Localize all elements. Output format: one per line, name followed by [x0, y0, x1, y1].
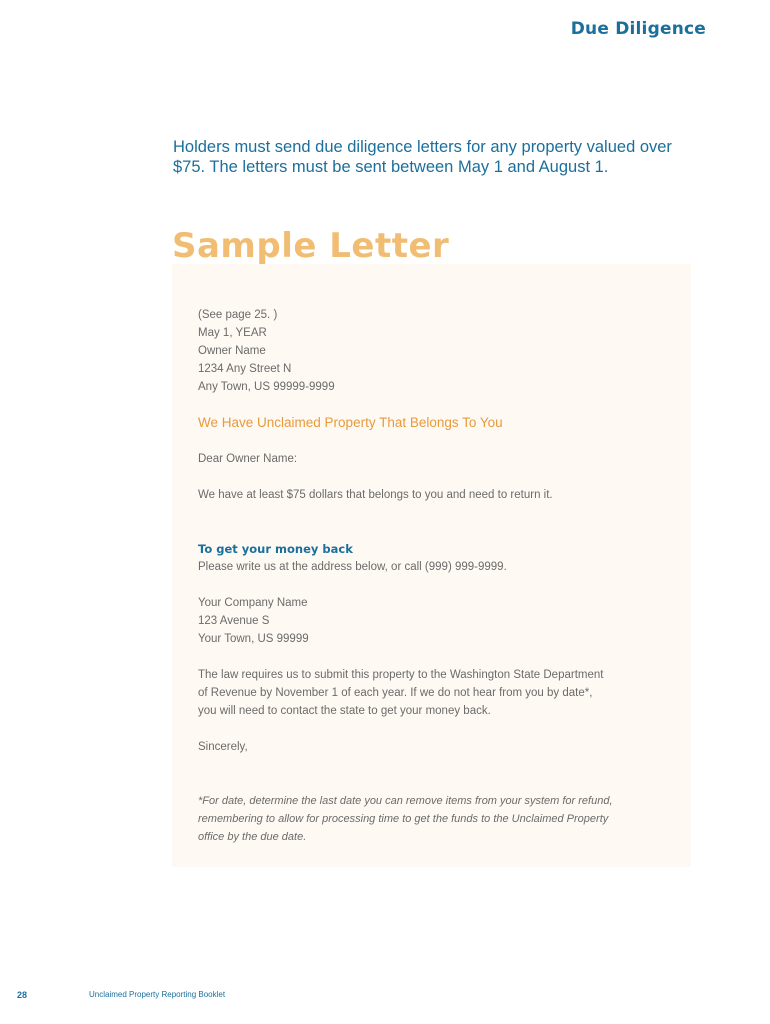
law-line-2: of Revenue by November 1 of each year. If we do not hear from you by date*,: [198, 687, 593, 699]
intro-paragraph: Holders must send due diligence letters for any property valued over $75. The letters must be sent between May 1 and August 1.: [173, 138, 672, 176]
letter-closing: Sincerely,: [198, 741, 248, 753]
page-number: 28: [17, 990, 28, 1000]
letter-subhead: To get your money back: [198, 542, 353, 556]
letter-body: We have at least $75 dollars that belongs to you and need to return it.: [198, 489, 553, 501]
footnote-line-1: *For date, determine the last date you can remove items from your system for refund,: [198, 795, 613, 807]
owner-name: Owner Name: [198, 345, 266, 357]
sample-letter-heading: Sample Letter: [172, 226, 450, 266]
company-city: Your Town, US 99999: [198, 633, 309, 645]
owner-city: Any Town, US 99999-9999: [198, 381, 335, 393]
letter-date: May 1, YEAR: [198, 327, 267, 339]
page-footer: [0, 990, 770, 1006]
company-street: 123 Avenue S: [198, 615, 270, 627]
booklet-name: Unclaimed Property Reporting Booklet: [89, 990, 226, 999]
company-name: Your Company Name: [198, 597, 308, 609]
letter-headline: We Have Unclaimed Property That Belongs To You: [198, 415, 503, 430]
footnote-line-2: remembering to allow for processing time to get the funds to the Unclaimed Property: [198, 813, 609, 825]
sample-letter-content: [198, 306, 658, 846]
law-line-1: The law requires us to submit this property to the Washington State Department: [198, 669, 604, 681]
section-title: Due Diligence: [570, 19, 706, 39]
letter-instructions: Please write us at the address below, or call (999) 999-9999.: [198, 561, 507, 573]
owner-street: 1234 Any Street N: [198, 363, 292, 375]
letter-salutation: Dear Owner Name:: [198, 453, 298, 465]
letter-reference: (See page 25. ): [198, 309, 278, 321]
law-line-3: you will need to contact the state to get your money back.: [198, 705, 491, 717]
footnote-line-3: office by the due date.: [198, 831, 307, 843]
